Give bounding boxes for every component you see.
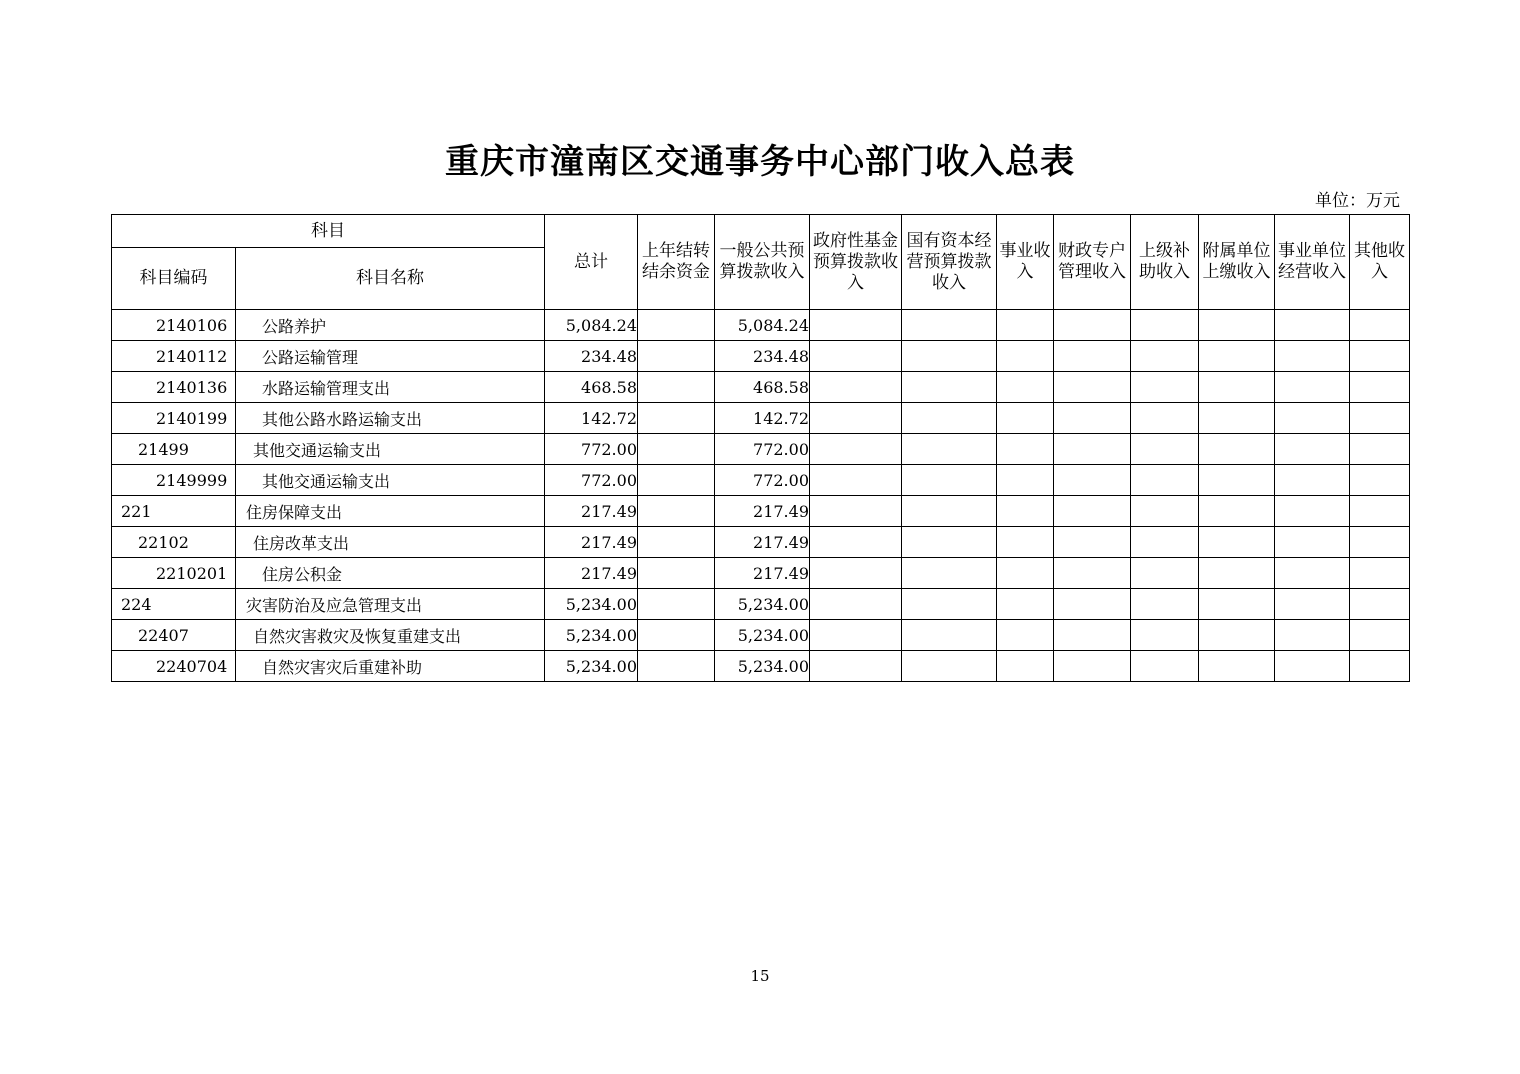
unit-label: 单位：万元 (1315, 191, 1400, 211)
cell-carryover (638, 651, 715, 682)
cell-code: 21499 (112, 434, 236, 465)
cell-superior-subsidy (1131, 620, 1199, 651)
cell-state-capital (902, 465, 997, 496)
header-carryover: 上年结转结余资金 (638, 215, 715, 310)
cell-affiliated (1199, 341, 1275, 372)
cell-operating (1275, 465, 1350, 496)
cell-carryover (638, 558, 715, 589)
cell-carryover (638, 589, 715, 620)
header-general-budget: 一般公共预算拨款收入 (715, 215, 810, 310)
cell-special-account (1054, 403, 1131, 434)
table-row (112, 496, 1410, 527)
header-state-capital: 国有资本经营预算拨款收入 (902, 215, 997, 310)
cell-operating (1275, 341, 1350, 372)
table-row (112, 372, 1410, 403)
cell-special-account (1054, 651, 1131, 682)
cell-other (1350, 589, 1410, 620)
cell-name: 住房公积金 (236, 558, 545, 589)
cell-carryover (638, 341, 715, 372)
cell-gov-fund (810, 527, 902, 558)
cell-state-capital (902, 651, 997, 682)
header-total: 总计 (545, 215, 638, 310)
cell-business (997, 651, 1054, 682)
header-business: 事业收入 (997, 215, 1054, 310)
cell-special-account (1054, 341, 1131, 372)
page-title: 重庆市潼南区交通事务中心部门收入总表 (445, 142, 1075, 182)
cell-other (1350, 558, 1410, 589)
cell-special-account (1054, 465, 1131, 496)
cell-total: 234.48 (545, 341, 638, 372)
cell-superior-subsidy (1131, 496, 1199, 527)
cell-operating (1275, 496, 1350, 527)
cell-name: 自然灾害灾后重建补助 (236, 651, 545, 682)
cell-other (1350, 651, 1410, 682)
cell-carryover (638, 434, 715, 465)
cell-general-budget: 5,234.00 (715, 651, 810, 682)
cell-operating (1275, 589, 1350, 620)
cell-name: 灾害防治及应急管理支出 (236, 589, 545, 620)
cell-special-account (1054, 527, 1131, 558)
cell-gov-fund (810, 310, 902, 341)
cell-total: 5,234.00 (545, 589, 638, 620)
cell-other (1350, 434, 1410, 465)
cell-general-budget: 217.49 (715, 496, 810, 527)
cell-total: 5,234.00 (545, 620, 638, 651)
cell-name: 自然灾害救灾及恢复重建支出 (236, 620, 545, 651)
cell-operating (1275, 403, 1350, 434)
table-row (112, 651, 1410, 682)
header-name: 科目名称 (236, 248, 545, 310)
cell-other (1350, 403, 1410, 434)
cell-gov-fund (810, 496, 902, 527)
cell-state-capital (902, 589, 997, 620)
cell-name: 其他公路水路运输支出 (236, 403, 545, 434)
cell-name: 其他交通运输支出 (236, 465, 545, 496)
cell-business (997, 341, 1054, 372)
cell-business (997, 496, 1054, 527)
cell-name: 公路养护 (236, 310, 545, 341)
cell-business (997, 434, 1054, 465)
header-gov-fund: 政府性基金预算拨款收入 (810, 215, 902, 310)
cell-carryover (638, 496, 715, 527)
income-summary-table (111, 214, 1410, 682)
cell-gov-fund (810, 620, 902, 651)
cell-affiliated (1199, 651, 1275, 682)
cell-affiliated (1199, 589, 1275, 620)
cell-state-capital (902, 558, 997, 589)
table-body (112, 310, 1410, 682)
cell-gov-fund (810, 465, 902, 496)
cell-total: 217.49 (545, 527, 638, 558)
cell-general-budget: 5,234.00 (715, 620, 810, 651)
cell-business (997, 527, 1054, 558)
cell-code: 224 (112, 589, 236, 620)
cell-gov-fund (810, 558, 902, 589)
cell-special-account (1054, 434, 1131, 465)
cell-superior-subsidy (1131, 372, 1199, 403)
cell-business (997, 465, 1054, 496)
table-row (112, 558, 1410, 589)
table-row (112, 465, 1410, 496)
cell-gov-fund (810, 589, 902, 620)
cell-superior-subsidy (1131, 589, 1199, 620)
table-row (112, 310, 1410, 341)
cell-state-capital (902, 527, 997, 558)
cell-affiliated (1199, 434, 1275, 465)
cell-other (1350, 465, 1410, 496)
cell-affiliated (1199, 620, 1275, 651)
cell-special-account (1054, 310, 1131, 341)
cell-code: 22407 (112, 620, 236, 651)
cell-state-capital (902, 434, 997, 465)
cell-other (1350, 496, 1410, 527)
cell-code: 2140112 (112, 341, 236, 372)
cell-general-budget: 142.72 (715, 403, 810, 434)
header-operating: 事业单位经营收入 (1275, 215, 1350, 310)
cell-total: 468.58 (545, 372, 638, 403)
cell-special-account (1054, 372, 1131, 403)
cell-special-account (1054, 496, 1131, 527)
cell-code: 2140136 (112, 372, 236, 403)
cell-code: 2140106 (112, 310, 236, 341)
cell-total: 772.00 (545, 434, 638, 465)
cell-name: 其他交通运输支出 (236, 434, 545, 465)
cell-superior-subsidy (1131, 527, 1199, 558)
header-affiliated: 附属单位上缴收入 (1199, 215, 1275, 310)
cell-general-budget: 5,234.00 (715, 589, 810, 620)
cell-business (997, 310, 1054, 341)
cell-total: 217.49 (545, 558, 638, 589)
header-superior-subsidy: 上级补助收入 (1131, 215, 1199, 310)
cell-general-budget: 234.48 (715, 341, 810, 372)
table-row (112, 403, 1410, 434)
cell-code: 2240704 (112, 651, 236, 682)
cell-gov-fund (810, 372, 902, 403)
table-row (112, 620, 1410, 651)
cell-business (997, 403, 1054, 434)
cell-state-capital (902, 372, 997, 403)
cell-affiliated (1199, 527, 1275, 558)
cell-operating (1275, 620, 1350, 651)
cell-operating (1275, 651, 1350, 682)
cell-other (1350, 527, 1410, 558)
cell-state-capital (902, 310, 997, 341)
page-number: 15 (750, 967, 770, 985)
cell-operating (1275, 372, 1350, 403)
cell-carryover (638, 620, 715, 651)
cell-special-account (1054, 589, 1131, 620)
cell-general-budget: 772.00 (715, 465, 810, 496)
cell-state-capital (902, 620, 997, 651)
cell-carryover (638, 310, 715, 341)
cell-total: 217.49 (545, 496, 638, 527)
cell-special-account (1054, 558, 1131, 589)
header-special-account: 财政专户管理收入 (1054, 215, 1131, 310)
cell-general-budget: 468.58 (715, 372, 810, 403)
cell-state-capital (902, 341, 997, 372)
cell-total: 772.00 (545, 465, 638, 496)
cell-code: 2149999 (112, 465, 236, 496)
cell-special-account (1054, 620, 1131, 651)
cell-operating (1275, 310, 1350, 341)
cell-superior-subsidy (1131, 465, 1199, 496)
cell-code: 2140199 (112, 403, 236, 434)
cell-total: 5,084.24 (545, 310, 638, 341)
cell-affiliated (1199, 558, 1275, 589)
cell-superior-subsidy (1131, 403, 1199, 434)
cell-carryover (638, 403, 715, 434)
cell-superior-subsidy (1131, 341, 1199, 372)
cell-total: 5,234.00 (545, 651, 638, 682)
cell-business (997, 589, 1054, 620)
cell-superior-subsidy (1131, 558, 1199, 589)
cell-gov-fund (810, 434, 902, 465)
cell-other (1350, 310, 1410, 341)
cell-gov-fund (810, 651, 902, 682)
header-subject: 科目 (112, 215, 545, 248)
cell-gov-fund (810, 403, 902, 434)
table-row (112, 589, 1410, 620)
cell-superior-subsidy (1131, 310, 1199, 341)
cell-business (997, 558, 1054, 589)
cell-code: 2210201 (112, 558, 236, 589)
cell-general-budget: 772.00 (715, 434, 810, 465)
cell-name: 住房保障支出 (236, 496, 545, 527)
cell-affiliated (1199, 465, 1275, 496)
cell-other (1350, 341, 1410, 372)
header-code: 科目编码 (112, 248, 236, 310)
cell-other (1350, 372, 1410, 403)
cell-affiliated (1199, 310, 1275, 341)
cell-name: 住房改革支出 (236, 527, 545, 558)
cell-affiliated (1199, 496, 1275, 527)
cell-code: 22102 (112, 527, 236, 558)
header-other: 其他收入 (1350, 215, 1410, 310)
table-row (112, 434, 1410, 465)
cell-affiliated (1199, 372, 1275, 403)
cell-operating (1275, 527, 1350, 558)
cell-other (1350, 620, 1410, 651)
cell-general-budget: 217.49 (715, 527, 810, 558)
table-row (112, 527, 1410, 558)
cell-business (997, 372, 1054, 403)
cell-operating (1275, 434, 1350, 465)
cell-carryover (638, 372, 715, 403)
cell-carryover (638, 527, 715, 558)
cell-general-budget: 217.49 (715, 558, 810, 589)
cell-operating (1275, 558, 1350, 589)
cell-name: 水路运输管理支出 (236, 372, 545, 403)
cell-state-capital (902, 403, 997, 434)
cell-carryover (638, 465, 715, 496)
cell-gov-fund (810, 341, 902, 372)
cell-affiliated (1199, 403, 1275, 434)
cell-state-capital (902, 496, 997, 527)
cell-business (997, 620, 1054, 651)
cell-total: 142.72 (545, 403, 638, 434)
cell-code: 221 (112, 496, 236, 527)
cell-superior-subsidy (1131, 434, 1199, 465)
cell-superior-subsidy (1131, 651, 1199, 682)
table-row (112, 341, 1410, 372)
cell-name: 公路运输管理 (236, 341, 545, 372)
cell-general-budget: 5,084.24 (715, 310, 810, 341)
